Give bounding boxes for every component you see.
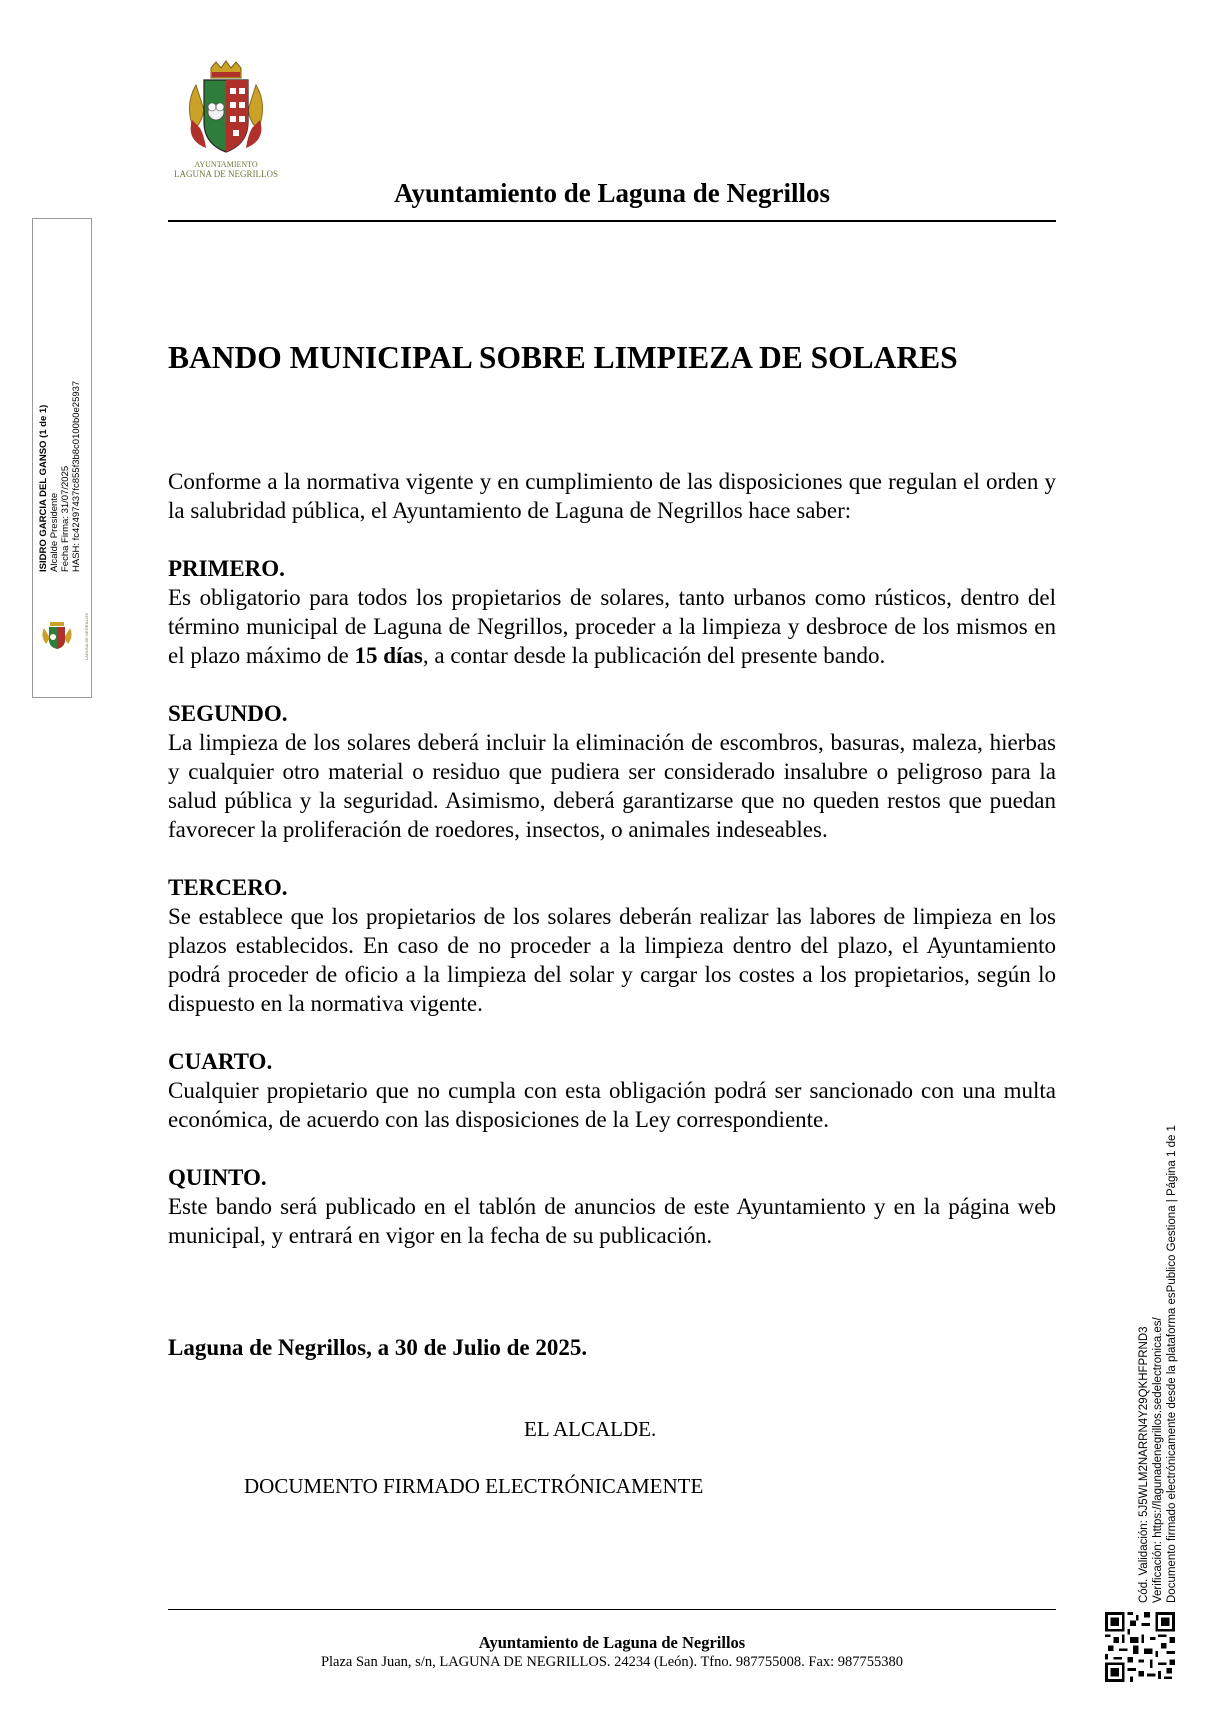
- verification-url[interactable]: Verificación: https://lagunadenegrillos.sedelectronica.es/: [1152, 1317, 1164, 1603]
- footer-divider: [168, 1609, 1056, 1610]
- footer-name: Ayuntamiento de Laguna de Negrillos: [478, 1633, 746, 1652]
- coat-of-arms-icon: [166, 60, 286, 160]
- section-heading: SEGUNDO.: [168, 701, 288, 726]
- place-and-date: Laguna de Negrillos, a 30 de Julio de 2025.: [168, 1335, 588, 1360]
- validation-code: Cód. Validación: 5J5WLM2NARRN4Y29QKHFPRND3: [1138, 1326, 1150, 1603]
- signature-date: Fecha Firma: 31/07/2025: [60, 465, 71, 572]
- section-heading: TERCERO.: [168, 875, 288, 900]
- signature-info: [38, 381, 82, 572]
- section-heading: CUARTO.: [168, 1049, 273, 1074]
- section-text: La limpieza de los solares deberá incluir la eliminación de escombros, basuras, maleza, hierbas y cualquier otro material o residuo que pudiera ser considerado insalubre o peligroso para la salud pública y la seguridad. Asimismo, deberá garantizarse que no queden restos que puedan favorecer la proliferación de roedores, insectos, o animales indeseables.: [168, 730, 1056, 842]
- section-text: Se establece que los propietarios de los solares deberán realizar las labores de limpieza en los plazos establecidos. En caso de no proceder a la limpieza dentro del plazo, el Ayuntamiento podrá proceder de oficio a la limpieza del solar y cargar los costes a los propietarios, según lo dispuesto en la normativa vigente.: [168, 904, 1056, 1016]
- municipal-coat-of-arms-logo: [166, 60, 286, 178]
- section-text: Cualquier propietario que no cumpla con esta obligación podrá ser sancionado con una multa económica, de acuerdo con las disposiciones de la Ley correspondiente.: [168, 1078, 1056, 1132]
- document-title: BANDO MUNICIPAL SOBRE LIMPIEZA DE SOLARES: [168, 340, 958, 375]
- section-text: Es obligatorio para todos los propietarios de solares, tanto urbanos como rústicos, dentro del término municipal de Laguna de Negrillos, proceder a la limpieza y desbroce de los mismos en el plazo máximo de 15 días, a contar desde la publicación del presente bando.: [168, 585, 1056, 668]
- section-heading: PRIMERO.: [168, 556, 285, 581]
- signature-hash: HASH: fc42497437fc855f3b8c0100b0e25937: [71, 380, 82, 572]
- signature-seal-label: LAGUNA DE NEGRILLOS: [84, 613, 89, 660]
- qr-code-icon: [1105, 1612, 1175, 1682]
- footer-address: Plaza San Juan, s/n, LAGUNA DE NEGRILLOS. 24234 (León). Tfno. 987755008. Fax: 987755380: [320, 1654, 904, 1670]
- signature-seal-icon: [40, 620, 74, 650]
- header-divider: [168, 220, 1056, 222]
- logo-line-1: AYUNTAMIENTO: [194, 160, 258, 169]
- deadline-emphasis: 15 días: [354, 643, 423, 668]
- logo-line-2: LAGUNA DE NEGRILLOS: [174, 169, 278, 179]
- electronic-signature-note: DOCUMENTO FIRMADO ELECTRÓNICAMENTE: [244, 1474, 704, 1498]
- signer-name: ISIDRO GARCIA DEL GANSO (1 de 1): [38, 404, 49, 572]
- document-body: [168, 467, 1056, 1250]
- signer-title: EL ALCALDE.: [524, 1417, 657, 1441]
- signer-role: Alcalde Presidente: [49, 492, 60, 572]
- section-heading: QUINTO.: [168, 1165, 267, 1190]
- section-text: Este bando será publicado en el tablón de anuncios de este Ayuntamiento y en la página web municipal, y entrará en vigor en la fecha de su publicación.: [168, 1194, 1056, 1248]
- header-title: Ayuntamiento de Laguna de Negrillos: [393, 178, 831, 208]
- platform-note: Documento firmado electrónicamente desde la plataforma esPublico Gestiona | Página 1 de 1: [1166, 1125, 1178, 1603]
- verification-info: [1137, 1125, 1179, 1603]
- intro-paragraph: Conforme a la normativa vigente y en cumplimiento de las disposiciones que regulan el orden y la salubridad pública, el Ayuntamiento de Laguna de Negrillos hace saber:: [168, 469, 1056, 523]
